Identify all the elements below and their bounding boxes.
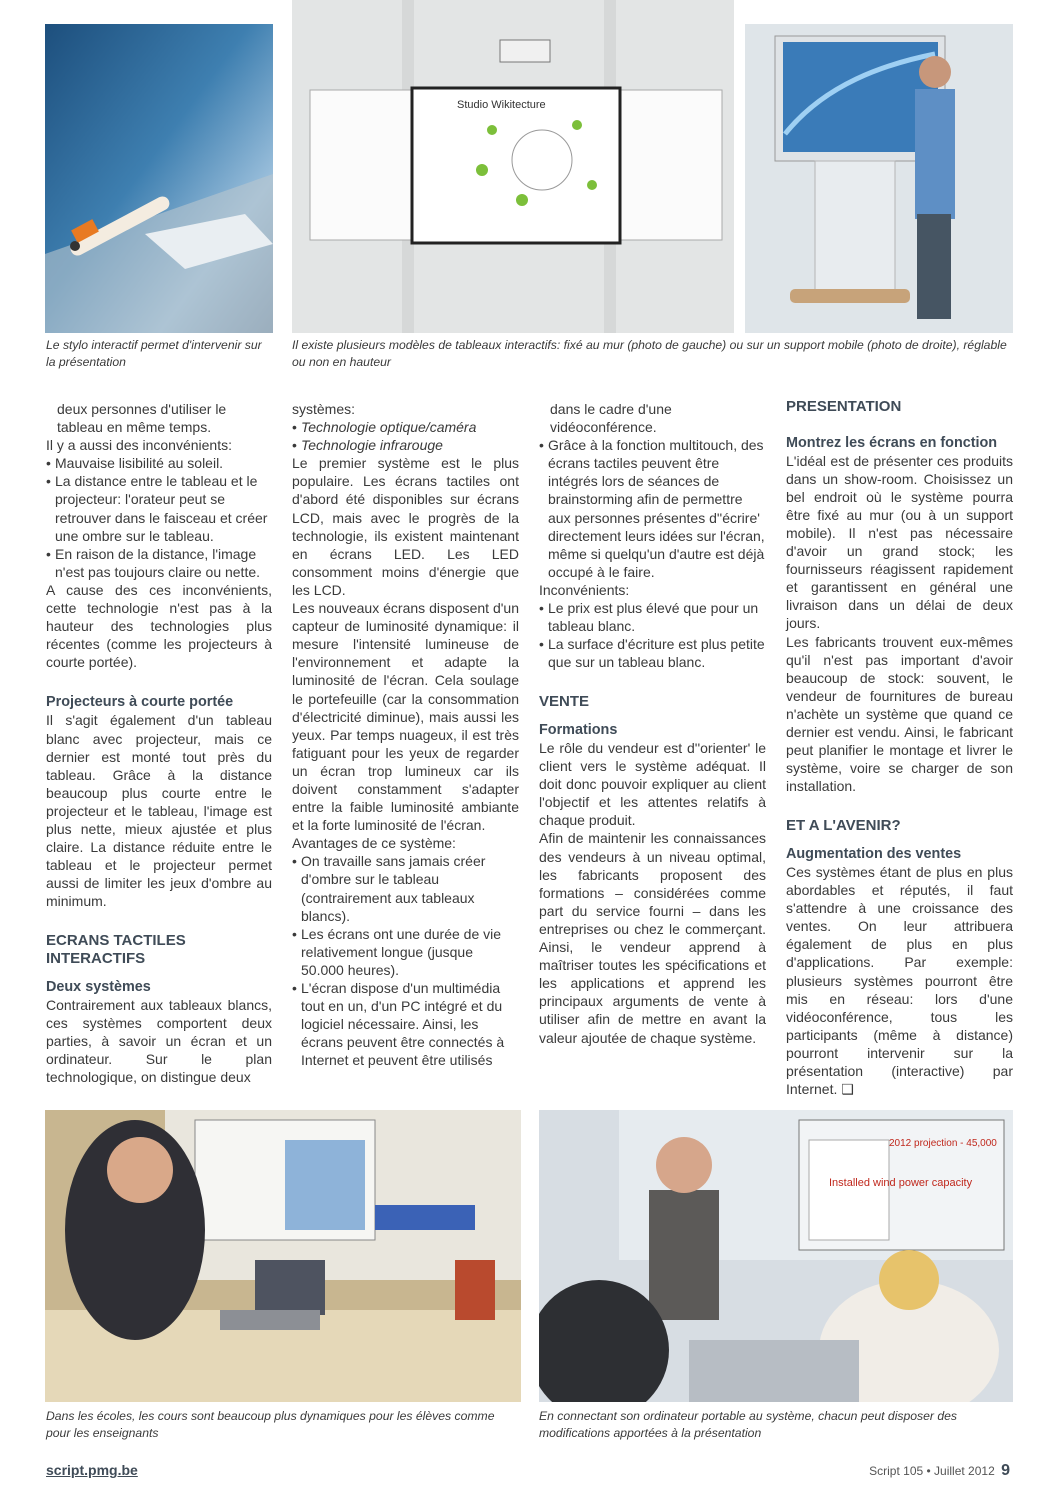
subheading-deux-systemes: Deux systèmes: [46, 978, 151, 995]
paragraph: L'idéal est de présenter ces produits dans un show-room. Choisissez un bel endroit où le système pourra être fixé au mur (ou à un support mobile). Il n'est pas nécessaire d'avoir un grand stock; les fournisseurs réagissent rapidement et garantissent en général une livraison dans un délai de deux jours.: [786, 452, 1013, 632]
bullet-text: Grâce à la fonction multitouch, des écrans tactiles peuvent être intégrés lors de séances de brainstorming afin de permettre aux personnes présentes d''écrire' directement leurs idées sur l'écran, même si quelqu'un d'autre est déjà occupé à le faire.: [548, 437, 765, 580]
bullet-text: Mauvaise lisibilité au soleil.: [55, 455, 224, 472]
subheading-formations: Formations: [539, 722, 618, 738]
bullet-icon: •: [292, 853, 297, 870]
bullet-icon: •: [292, 925, 297, 942]
column-3: [539, 400, 766, 1047]
caption-school: Dans les écoles, les cours sont beaucoup plus dynamiques pour les élèves comme pour les enseignants: [46, 1409, 495, 1440]
paragraph: Afin de maintenir les connaissances des vendeurs à un niveau optimal, les fabricants proposent des formations – considérées comme part du service fourni – dans les entreprises ou chez le commerçant. Ainsi, le vendeur apprend à maîtriser toutes les spécifications et les applications et apprend les principaux arguments de vente à utiliser afin de mettre en avant la valeur ajoutée de chaque système.: [539, 830, 766, 1046]
heading-avenir: ET A L'AVENIR?: [786, 817, 901, 835]
whiteboard-illustration: [292, 0, 734, 333]
bullet-icon: •: [46, 473, 51, 490]
bullet-item: [292, 436, 519, 454]
photo-office: [539, 1110, 1013, 1402]
school-illustration: [45, 1110, 521, 1402]
paragraph: Il y a aussi des inconvénients:: [46, 437, 232, 454]
subheading-augmentation: Augmentation des ventes: [786, 845, 962, 862]
photo-school: [45, 1110, 521, 1402]
page-number: 9: [1001, 1462, 1010, 1479]
paragraph: Les fabricants trouvent eux-mêmes qu'il n'est pas important d'avoir beaucoup de stock: souvent, le vendeur de fournitures de bureau n'achète un système que quand ce dernier est vendu. Ainsi, le fabricant peut planifier le montage et livrer le système, voire se charger de son installation.: [786, 633, 1013, 795]
column-1: [46, 400, 272, 1086]
paragraph: Inconvénients:: [539, 581, 630, 598]
bullet-item: [539, 635, 766, 671]
bullet-icon: •: [46, 545, 51, 562]
paragraph: Le rôle du vendeur est d''orienter' le client vers le système adéquat. Il doit donc pouvoir expliquer au client l'objectif et les attentes relatifs à chaque produit.: [539, 740, 766, 829]
bullet-text: Le prix est plus élevé que pour un tableau blanc.: [548, 600, 759, 635]
studio-title: Studio Wikitecture: [457, 99, 546, 111]
photo-mobile-screen: [745, 24, 1013, 333]
bullet-item: [292, 925, 519, 979]
bullet-item: [46, 472, 272, 544]
photo-wall-whiteboard: [292, 0, 734, 333]
bullet-text: Les écrans ont une durée de vie relativement longue (jusque 50.000 heures).: [301, 925, 502, 978]
bullet-item: [46, 454, 272, 472]
caption-pen: Le stylo interactif permet d'intervenir sur la présentation: [46, 338, 262, 369]
bullet-text: Technologie optique/caméra: [301, 419, 477, 436]
bullet-text: L'écran dispose d'un multimédia tout en un, d'un PC intégré et du logiciel nécessaire. Ainsi, les écrans peuvent être connectés à Internet et peuvent être utilisés: [301, 980, 505, 1069]
caption-whiteboard: Il existe plusieurs modèles de tableaux interactifs: fixé au mur (photo de gauche) ou sur un support mobile (photo de droite), réglable ou non en hauteur: [292, 338, 1007, 369]
subheading-montrez: Montrez les écrans en fonction: [786, 434, 998, 451]
bullet-text: La surface d'écriture est plus petite que sur un tableau blanc.: [548, 636, 765, 671]
bullet-item: [539, 436, 766, 581]
caption-office: En connectant son ordinateur portable au système, chacun peut disposer des modifications apportées à la présentation: [539, 1409, 958, 1440]
bullet-icon: •: [292, 980, 297, 996]
mobile-screen-illustration: [745, 24, 1013, 333]
paragraph: Ces systèmes étant de plus en plus abordables et réputés, il faut s'attendre à une croissance des ventes. On leur attribuera également de plus en plus d'applications. Par exemple: plusieurs systèmes pourront être mis en réseau: lors d'une vidéoconférence, tous les participants (même à distance) pourront intervenir sur la présentation (interactive) par Internet. ❑: [786, 863, 1013, 1098]
footer-url-link[interactable]: script.pmg.be: [46, 1462, 138, 1478]
bullet-icon: •: [292, 419, 297, 436]
bullet-icon: •: [539, 600, 544, 617]
bullet-text: La distance entre le tableau et le projecteur: l'orateur peut se retrouver dans le faisceau et créer une ombre sur le tableau.: [55, 473, 268, 544]
bullet-item: [539, 599, 766, 635]
issue-label: Script 105 • Juillet 2012: [869, 1464, 995, 1478]
bullet-text: On travaille sans jamais créer d'ombre sur le tableau (contrairement aux tableaux blancs).: [301, 853, 486, 924]
footer-issue: [869, 1462, 1010, 1480]
paragraph: Contrairement aux tableaux blancs, ces systèmes comportent deux parties, à savoir un écran et un ordinateur. Sur le plan technologique, on distingue deux: [46, 996, 272, 1085]
bullet-icon: •: [539, 437, 544, 454]
office-illustration: [539, 1110, 1013, 1402]
bullet-text: Technologie infrarouge: [301, 437, 443, 454]
subheading-projecteurs: Projecteurs à courte portée: [46, 694, 234, 711]
heading-vente: VENTE: [539, 693, 590, 711]
paragraph: dans le cadre d'une vidéoconférence.: [550, 401, 672, 436]
photo-interactive-pen: [45, 24, 273, 333]
column-4: [786, 398, 1013, 1098]
bullet-text: En raison de la distance, l'image n'est pas toujours claire ou nette.: [55, 545, 261, 580]
bullet-icon: •: [46, 455, 51, 472]
paragraph: Il s'agit également d'un tableau blanc avec projecteur, mais ce dernier est monté tout près du tableau. Grâce à la distance beaucoup plus courte entre le projecteur et le tableau, l'image est plus nette, mieux ajustée et plus claire. La distance réduite entre le tableau et le projecteur permet aussi de limiter les jeux d'ombre au minimum.: [46, 712, 272, 910]
paragraph: Avantages de ce système:: [292, 835, 456, 852]
paragraph: deux personnes d'utiliser le tableau en même temps.: [57, 401, 227, 436]
screen-note-1: 2012 projection - 45,000: [889, 1138, 997, 1149]
heading-presentation: PRESENTATION: [786, 398, 902, 415]
bullet-item: [292, 418, 519, 436]
column-2: [292, 400, 519, 1069]
heading-ecrans-tactiles: ECRANS TACTILES INTERACTIFS: [46, 932, 186, 968]
bullet-icon: •: [539, 636, 544, 653]
paragraph: A cause des ces inconvénients, cette technologie n'est pas à la hauteur des technologies plus récentes (comme les projecteurs à courte portée).: [46, 581, 272, 671]
bullet-icon: •: [292, 437, 297, 454]
paragraph: Le premier système est le plus populaire. Les écrans tactiles ont d'abord été disponibles sur écrans LCD, mais avec le progrès de la technologie, ils existent maintenant en écrans LED. Les LED consomment moins d'énergie que les LCD.: [292, 455, 519, 598]
paragraph: systèmes:: [292, 401, 356, 417]
bullet-item: [292, 852, 519, 924]
bullet-item: [46, 545, 272, 581]
bullet-item: [292, 979, 519, 1069]
screen-note-2: Installed wind power capacity: [829, 1177, 973, 1189]
paragraph: Les nouveaux écrans disposent d'un capteur de luminosité dynamique: il mesure l'intensité lumineuse de l'environnement et adapte la luminosité de l'écran. Cela soulage le portefeuille (car la consommation d'électricité diminue), mais aussi les yeux. Par temps nuageux, il est très fatiguant pour les yeux de regarder un écran trop lumineux car ils doivent constamment s'adapter entre la faible luminosité ambiante et la forte luminosité de l'écran.: [292, 600, 519, 834]
pen-illustration: [45, 24, 273, 333]
